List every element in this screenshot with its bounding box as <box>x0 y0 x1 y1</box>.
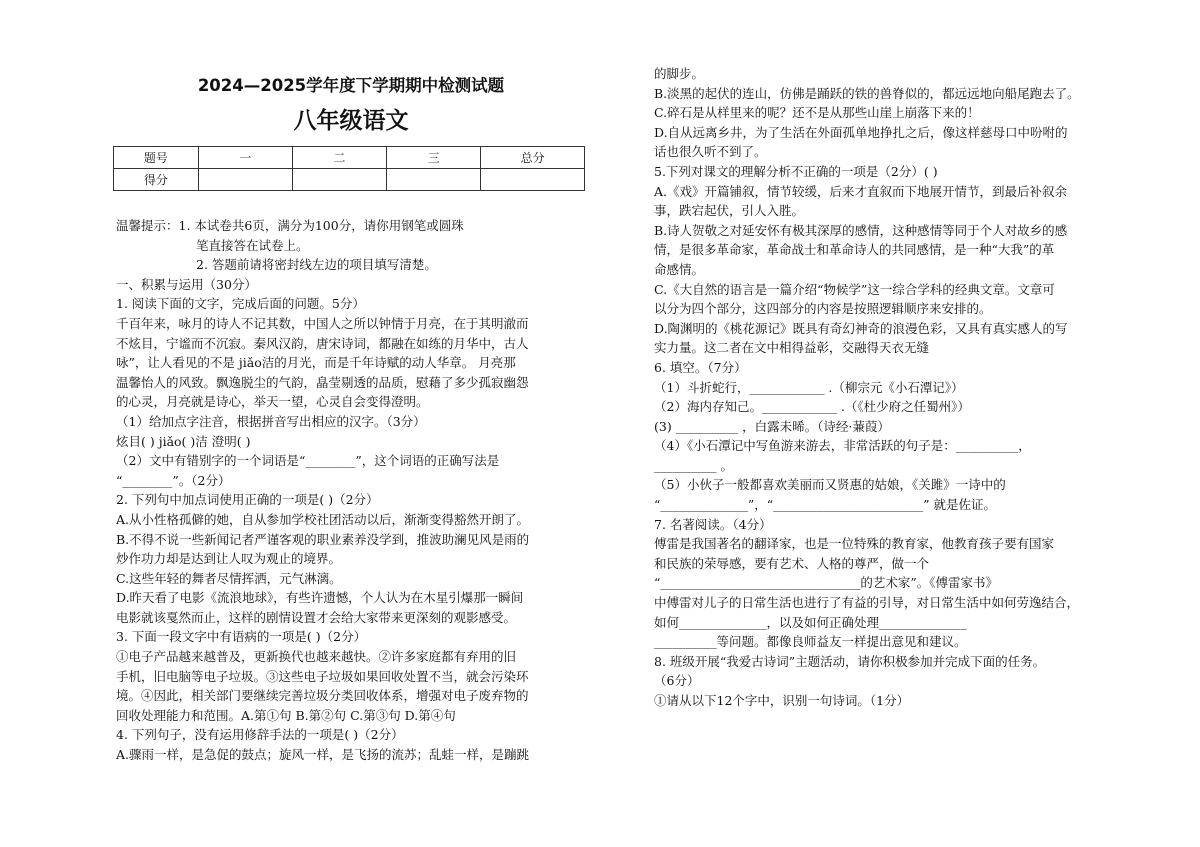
option-c: C.这些年轻的舞者尽情挥洒，元气淋漓。 <box>116 570 342 586</box>
table-cell: 总分 <box>481 147 585 169</box>
text-line: 不炫目，宁谧而不沉寂。秦风汉韵，唐宋诗词，都融在如练的月华中，古人 <box>116 335 529 351</box>
text-line: 回收处理能力和范围。A.第①句 B.第②句 C.第③句 D.第④句 <box>116 707 456 723</box>
text-line: （1）给加点字注音，根据拼音写出相应的汉字。（3分） <box>116 413 426 429</box>
text-line: 温馨怡人的风致。飘逸脱尘的气韵，皛莹剔透的品质，慰藉了多少孤寂幽怨 <box>116 374 529 390</box>
exam-subject: 八年级语文 <box>293 108 409 134</box>
option-c: C.《大自然的语言是一篇介绍“物候学”这一综合学科的经典文章。文章可 <box>654 281 1055 297</box>
table-cell[interactable] <box>292 169 386 191</box>
table-cell: 一 <box>198 147 292 169</box>
text-line: 2. 答题前请将密封线左边的项目填写清楚。 <box>196 257 437 273</box>
table-cell[interactable] <box>481 169 585 191</box>
answer-line[interactable]: （2）文中有错别字的一个词语是“________”，这个词语的正确写法是 <box>116 453 500 469</box>
text-line: 命感情。 <box>654 261 705 277</box>
text-line: 和民族的荣辱感，要有艺术、人格的尊严，做一个 <box>654 555 930 571</box>
option-b: B.淡黑的起伏的连山，仿佛是踊跃的铁的兽脊似的，都远远地向船尾跑去了。 <box>654 85 1080 101</box>
question-heading: 4. 下列句子，没有运用修辞手法的一项是( )（2分） <box>116 727 404 743</box>
option-c: C.碎石是从样里来的呢？还不是从那些山崖上崩落下来的！ <box>654 105 980 121</box>
table-cell: 题号 <box>114 147 199 169</box>
text-line: 中傅雷对儿子的日常生活也进行了有益的引导，对日常生活中如何劳逸结合， <box>654 595 1080 611</box>
answer-line[interactable]: __________等问题。都像良师益友一样提出意见和建议。 <box>654 634 967 650</box>
text-line: 千百年来，咏月的诗人不记其数，中国人之所以钟情于月亮，在于其明澈而 <box>116 315 529 331</box>
option-b: B.诗人贺敬之对延安怀有极其深厚的感情，这种感情等同于个人对故乡的感 <box>654 222 1068 238</box>
right-column <box>654 64 1124 711</box>
question-heading: 1. 阅读下面的文字，完成后面的问题。5分） <box>116 296 365 312</box>
table-cell[interactable] <box>387 169 481 191</box>
question-heading: 6. 填空。（7分） <box>654 359 747 375</box>
text-line: 手机，旧电脑等电子垃圾。③这些电子垃圾如果回收处置不当，就会污染环 <box>116 668 529 684</box>
text-line: 以分为四个部分，这四部分的内容是按照逻辑顺序来安排的。 <box>654 301 992 317</box>
answer-line[interactable]: （4）《小石潭记中写鱼游来游去，非常活跃的句子是：__________， <box>654 438 1031 454</box>
option-a: A.骤雨一样，是急促的鼓点；旋风一样，是飞扬的流苏；乱蛙一样，是蹦跳 <box>116 747 530 763</box>
answer-line[interactable]: （1）斗折蛇行，____________ .（柳宗元《小石潭记》） <box>654 379 964 395</box>
text-line: 炒作功力却是达到让人叹为观止的境界。 <box>116 551 342 567</box>
text-line: 境。④因此，相关部门要继续完善垃圾分类回收体系，增强对电子废弃物的 <box>116 688 529 704</box>
text-line: ①请从以下12个字中，识别一句诗词。（1分） <box>654 693 910 708</box>
text-line: （6分） <box>654 673 700 689</box>
answer-line[interactable]: “________”。（2分） <box>116 472 231 488</box>
answer-line[interactable]: 炫目( ) jiǎo( )洁 澄明( ) <box>116 433 251 449</box>
text-line: 情，是很多革命家，革命战士和革命诗人的共同感情，是一种“大我”的革 <box>654 242 1055 258</box>
answer-line[interactable]: __________ 。 <box>654 457 733 473</box>
exam-title: 2024—2025学年度下学期期中检测试题 <box>197 76 505 95</box>
answer-line[interactable]: （2）海内存知己。____________ .（《杜少府之任蜀州》） <box>654 399 970 415</box>
option-a: A.从小性格孤僻的她，自从参加学校社团活动以后，渐渐变得豁然开朗了。 <box>116 511 530 527</box>
text-line: 的脚步。 <box>654 66 705 81</box>
text-line: 傅雷是我国著名的翻译家，也是一位特殊的教育家，他教育孩子要有国家 <box>654 536 1055 552</box>
answer-line[interactable]: (3) __________ ，白露未晞。（诗经·蒹葭） <box>654 418 890 434</box>
text-line: 电影就该戛然而止，这样的剧情设置才会给大家带来更深刻的观影感受。 <box>116 609 517 625</box>
section-heading: 一、积累与运用（30分） <box>116 276 257 292</box>
text-line: 的心灵，月亮就是诗心，举天一望，心灵自会变得澄明。 <box>116 394 429 410</box>
option-d: D.陶渊明的《桃花源记》既具有奇幻神奇的浪漫色彩，又具有真实感人的写 <box>654 320 1068 336</box>
table-cell[interactable] <box>198 169 292 191</box>
answer-line[interactable]: “______________”，“________________________” 就是佐证。 <box>654 497 997 513</box>
option-b: B.不得不说一些新闻记者严谨客观的职业素养没学到，推波助澜见风是雨的 <box>116 531 530 547</box>
question-heading: 8. 班级开展“我爱古诗词”主题活动，请你积极参加并完成下面的任务。 <box>654 653 1046 669</box>
option-d: D.昨天看了电影《流浪地球》，有些许遗憾，个人认为在木星引爆那一瞬间 <box>116 590 524 606</box>
text-line: 实力量。这二者在文中相得益彰，交融得天衣无缝 <box>654 340 930 356</box>
answer-line[interactable]: “________________________________的艺术家”。《傅雷家书》 <box>654 575 999 591</box>
text-line: 温馨提示：1. 本试卷共6页，满分为100分，请你用钢笔或圆珠 <box>116 218 464 233</box>
question-heading: 7. 名著阅读。（4分） <box>654 516 772 532</box>
text-line: ①电子产品越来越普及，更新换代也越来越快。②许多家庭都有弃用的旧 <box>116 649 517 665</box>
table-row <box>114 169 585 191</box>
answer-line[interactable]: 如何______________，以及如何正确处理______________ <box>654 614 967 630</box>
text-line: （5）小伙子一般都喜欢美丽而又贤惠的姑娘，《关雎》一诗中的 <box>654 477 1006 493</box>
question-heading: 5.下列对课文的理解分析不正确的一项是（2分）( ) <box>654 163 938 179</box>
table-cell: 二 <box>292 147 386 169</box>
left-column <box>116 216 586 765</box>
question-heading: 3. 下面一段文字中有语病的一项是( )（2分） <box>116 629 367 645</box>
option-a: A.《戏》开篇铺叙，情节较缓，后来才直叙而下地展开情节，到最后补叙余 <box>654 183 1068 199</box>
table-row <box>114 147 585 169</box>
table-cell: 三 <box>387 147 481 169</box>
text-line: 笔直接答在试卷上。 <box>196 237 309 253</box>
question-heading: 2. 下列句中加点词使用正确的一项是( )（2分） <box>116 492 379 508</box>
text-line: 咏”，让人看见的不是 jiǎo洁的月光，而是千年诗赋的动人华章。 月亮那 <box>116 355 516 371</box>
option-d: D.自从远离乡井，为了生活在外面孤单地挣扎之后，像这样慈母口中吩咐的 <box>654 124 1068 140</box>
score-table <box>113 146 585 191</box>
table-cell: 得分 <box>114 169 199 191</box>
text-line: 事，跌宕起伏，引人入胜。 <box>654 203 805 219</box>
text-line: 话也很久听不到了。 <box>654 144 767 160</box>
